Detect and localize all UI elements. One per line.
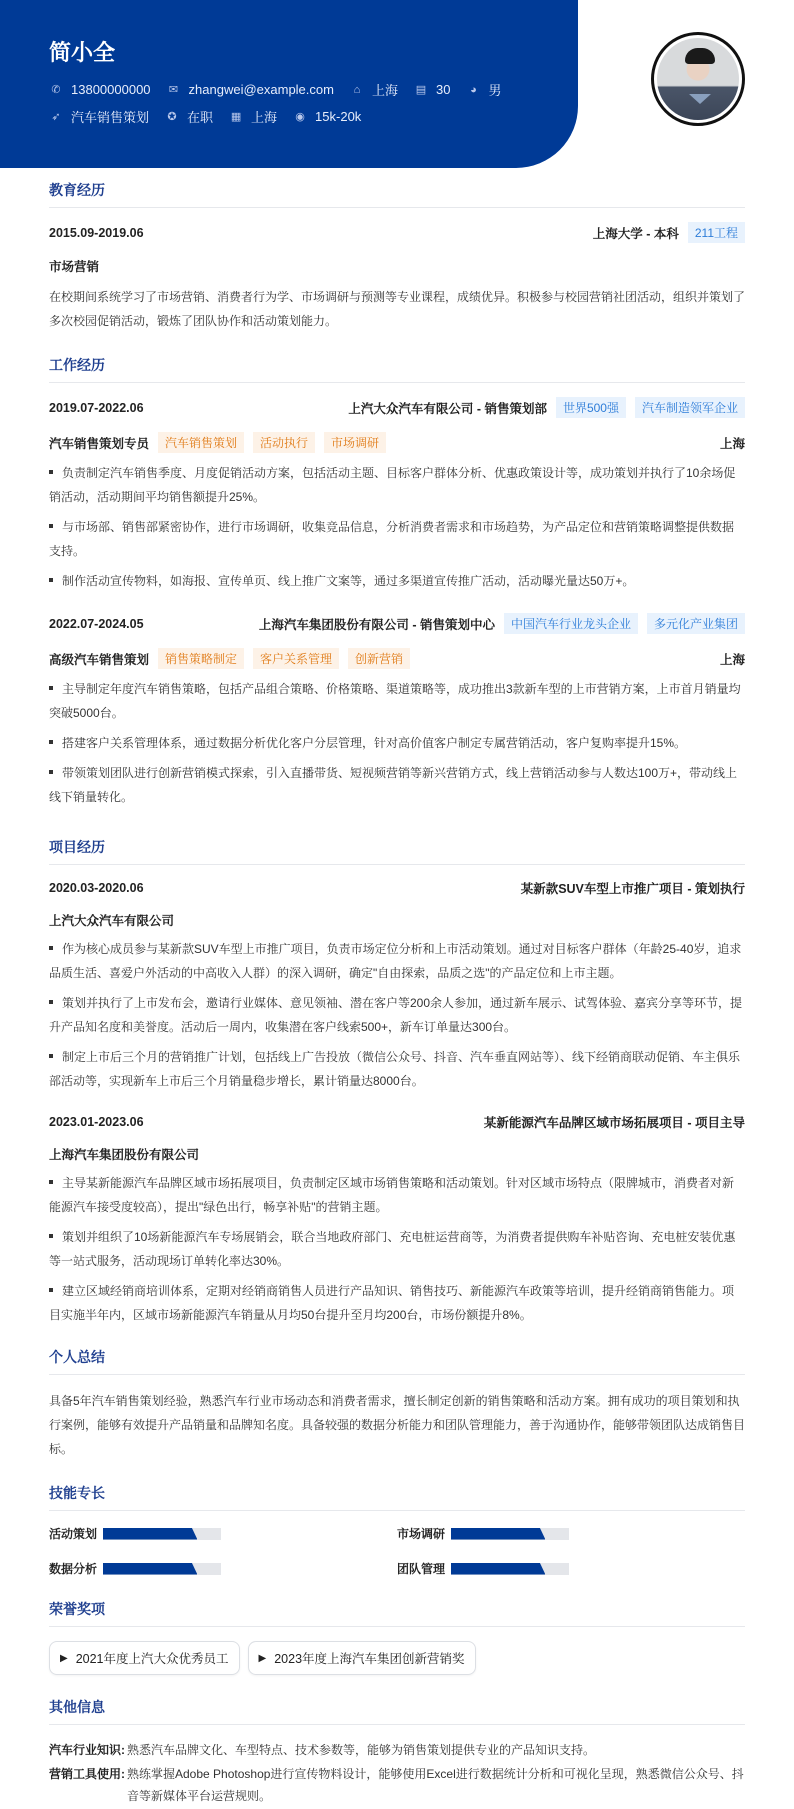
company-tag: 汽车制造领军企业	[635, 397, 745, 418]
gender-icon: ◕	[470, 83, 477, 96]
age-icon: ▤	[415, 84, 427, 96]
role-tag: 客户关系管理	[253, 648, 339, 669]
list-item: 带领策划团队进行创新营销模式探索，引入直播带货、短视频营销等新兴营销方式，线上营销活动参与人数达100万+，带动线上线下销量转化。	[49, 766, 738, 804]
section-title-other: 其他信息	[49, 1697, 745, 1725]
work-bullets	[49, 677, 745, 809]
mail-icon: ✉	[168, 84, 179, 96]
list-item: 负责制定汽车销售季度、月度促销活动方案，包括活动主题、目标客户群体分析、优惠政策设计等，成功策划并执行了10余场促销活动，活动期间平均销售额提升25%。	[49, 466, 736, 504]
project-company: 上汽大众汽车有限公司	[49, 914, 175, 928]
job-status: ✪ 在职	[165, 107, 213, 126]
contact-phone: ✆ 13800000000	[49, 82, 151, 97]
work-entry	[49, 613, 745, 809]
phone-icon: ✆	[51, 84, 61, 96]
award-item: ▶ 2021年度上汽大众优秀员工	[49, 1641, 240, 1675]
send-icon: ➶	[51, 111, 61, 123]
work-location: 上海	[719, 652, 745, 667]
list-item: 制定上市后三个月的营销推广计划，包括线上广告投放（微信公众号、抖音、汽车垂直网站等）、线下经销商联动促销、车主俱乐部活动等，实现新车上市后三个月销量稳步增长，累计销量达8000台。	[49, 1050, 741, 1088]
school-tag: 211工程	[688, 222, 745, 243]
role-tag: 活动执行	[253, 432, 315, 453]
list-item: 建立区域经销商培训体系，定期对经销商销售人员进行产品知识、销售技巧、新能源汽车政策等培训，提升经销商销售能力。项目实施半年内，区域市场新能源汽车销量从月均50台提升至月均200台，市场份额提升8%。	[49, 1284, 735, 1322]
company-name: 上海汽车集团股份有限公司 - 销售策划中心	[258, 617, 495, 632]
work-location: 上海	[719, 436, 745, 451]
role-tag: 汽车销售策划	[158, 432, 244, 453]
skill-item: 数据分析	[49, 1560, 397, 1577]
list-item: 搭建客户关系管理体系，通过数据分析优化客户分层管理，针对高价值客户制定专属营销活动，客户复购率提升15%。	[49, 731, 745, 755]
other-info-row: 营销工具使用: 熟练掌握Adobe Photoshop进行宣传物料设计，能够使用Excel进行数据统计分析和可视化呈现，熟悉微信公众号、抖音等新媒体平台运营规则。	[49, 1767, 744, 1803]
company-tag: 世界500强	[556, 397, 626, 418]
skill-item: 活动策划	[49, 1525, 397, 1542]
award-item: ▶ 2023年度上海汽车集团创新营销奖	[248, 1641, 476, 1675]
project-bullets	[49, 937, 745, 1093]
work-date: 2019.07-2022.06	[49, 400, 144, 415]
role-tag: 创新营销	[348, 648, 410, 669]
project-date: 2020.03-2020.06	[49, 881, 144, 895]
school-name: 上海大学 - 本科	[592, 226, 679, 241]
role-tag: 销售策略制定	[158, 648, 244, 669]
work-date: 2022.07-2024.05	[49, 616, 144, 631]
resume-body	[49, 180, 745, 1809]
section-title-awards: 荣誉奖项	[49, 1599, 745, 1627]
section-title-work: 工作经历	[49, 355, 745, 383]
project-entry	[49, 1113, 745, 1327]
job-position: ➶ 汽车销售策划	[49, 107, 149, 126]
education-date: 2015.09-2019.06	[49, 225, 144, 240]
work-entry	[49, 397, 745, 593]
list-item: 主导某新能源汽车品牌区域市场拓展项目，负责制定区域市场销售策略和活动策划。针对区域市场特点（限牌城市，消费者对新能源汽车接受度较高），提出"绿色出行，畅享补贴"的营销主题。	[49, 1176, 735, 1214]
job-role: 汽车销售策划专员	[49, 436, 150, 451]
role-tag: 市场调研	[324, 432, 386, 453]
skill-bar	[103, 1528, 221, 1540]
skill-bar	[103, 1563, 221, 1575]
major: 市场营销	[49, 260, 100, 274]
home-icon: ⌂	[353, 83, 361, 96]
project-company: 上海汽车集团股份有限公司	[49, 1148, 200, 1162]
skill-bar	[451, 1528, 569, 1540]
section-title-projects: 项目经历	[49, 837, 745, 865]
project-bullets	[49, 1171, 745, 1327]
list-item: 制作活动宣传物料，如海报、宣传单页、线上推广文案等，通过多渠道宣传推广活动，活动曝光量达50万+。	[49, 569, 745, 593]
skill-item: 市场调研	[397, 1525, 745, 1542]
job-role: 高级汽车销售策划	[49, 652, 150, 667]
list-item: 策划并执行了上市发布会，邀请行业媒体、意见领袖、潜在客户等200余人参加，通过新车展示、试驾体验、嘉宾分享等环节，提升产品知名度和美誉度。活动后一周内，收集潜在客户线索500+，新车订单量达300台。	[49, 996, 743, 1034]
list-item: 主导制定年度汽车销售策略，包括产品组合策略、价格策略、渠道策略等，成功推出3款新车型的上市营销方案，上市首月销量均突破5000台。	[49, 682, 741, 720]
skill-item: 团队管理	[397, 1560, 745, 1577]
list-item: 作为核心成员参与某新款SUV车型上市推广项目，负责市场定位分析和上市活动策划。通过对目标客户群体（年龄25-40岁，追求品质生活、喜爱户外活动的中高收入人群）的深入调研，确定"自由探索，品质之选"的产品定位和上市主题。	[49, 942, 742, 980]
summary-text: 具备5年汽车销售策划经验，熟悉汽车行业市场动态和消费者需求，擅长制定创新的销售策略和活动方案。拥有成功的项目策划和执行案例，能够有效提升产品销量和品牌知名度。具备较强的数据分析能力和团队管理能力，善于沟通协作，能够带领团队达成销售目标。	[49, 1394, 746, 1456]
job-city: ▦ 上海	[230, 110, 278, 125]
list-item: 策划并组织了10场新能源汽车专场展销会，联合当地政府部门、充电桩运营商等，为消费者提供购车补贴咨询、充电桩安装优惠等一站式服务，活动现场订单转化率达30%。	[49, 1230, 736, 1268]
company-tag: 多元化产业集团	[647, 613, 745, 634]
education-entry-header	[49, 222, 745, 243]
company-tag: 中国汽车行业龙头企业	[504, 613, 638, 634]
triangle-right-icon: ▶	[60, 1652, 68, 1664]
project-date: 2023.01-2023.06	[49, 1115, 144, 1129]
avatar-photo	[657, 38, 739, 120]
project-entry	[49, 879, 745, 1093]
avatar	[651, 32, 745, 126]
contact-age: ▤ 30	[415, 82, 451, 97]
awards-list	[49, 1641, 745, 1675]
status-icon: ✪	[167, 111, 177, 123]
job-salary: ◉ 15k-20k	[293, 109, 361, 124]
job-intent-row	[49, 107, 377, 126]
skill-bar	[451, 1563, 569, 1575]
section-title-education: 教育经历	[49, 180, 745, 208]
company-name: 上汽大众汽车有限公司 - 销售策划部	[348, 401, 547, 416]
section-title-skills: 技能专长	[49, 1483, 745, 1511]
triangle-right-icon: ▶	[258, 1652, 267, 1664]
work-bullets	[49, 461, 745, 593]
section-title-summary: 个人总结	[49, 1347, 745, 1375]
other-info-row: 汽车行业知识: 熟悉汽车品牌文化、车型特点、技术参数等，能够为销售策划提供专业的产品知识支持。	[49, 1743, 596, 1757]
list-item: 与市场部、销售部紧密协作，进行市场调研，收集竞品信息，分析消费者需求和市场趋势，为产品定位和营销策略调整提供数据支持。	[49, 520, 735, 558]
skills-grid	[49, 1525, 745, 1577]
contact-city: ⌂ 上海	[350, 80, 398, 99]
contact-email: ✉ zhangwei@example.com	[167, 82, 334, 97]
project-name: 某新款SUV车型上市推广项目 - 策划执行	[520, 882, 745, 896]
contact-gender: ◕ 男	[466, 80, 501, 99]
salary-icon: ◉	[295, 111, 305, 123]
education-description: 在校期间系统学习了市场营销、消费者行为学、市场调研与预测等专业课程，成绩优异。积极参与校园营销社团活动，组织并策划了多次校园促销活动，锻炼了团队协作和活动策划能力。	[49, 290, 746, 328]
candidate-name: 简小全	[49, 40, 116, 65]
project-name: 某新能源汽车品牌区域市场拓展项目 - 项目主导	[483, 1116, 745, 1130]
building-icon: ▦	[230, 111, 242, 123]
contact-row	[49, 80, 517, 99]
